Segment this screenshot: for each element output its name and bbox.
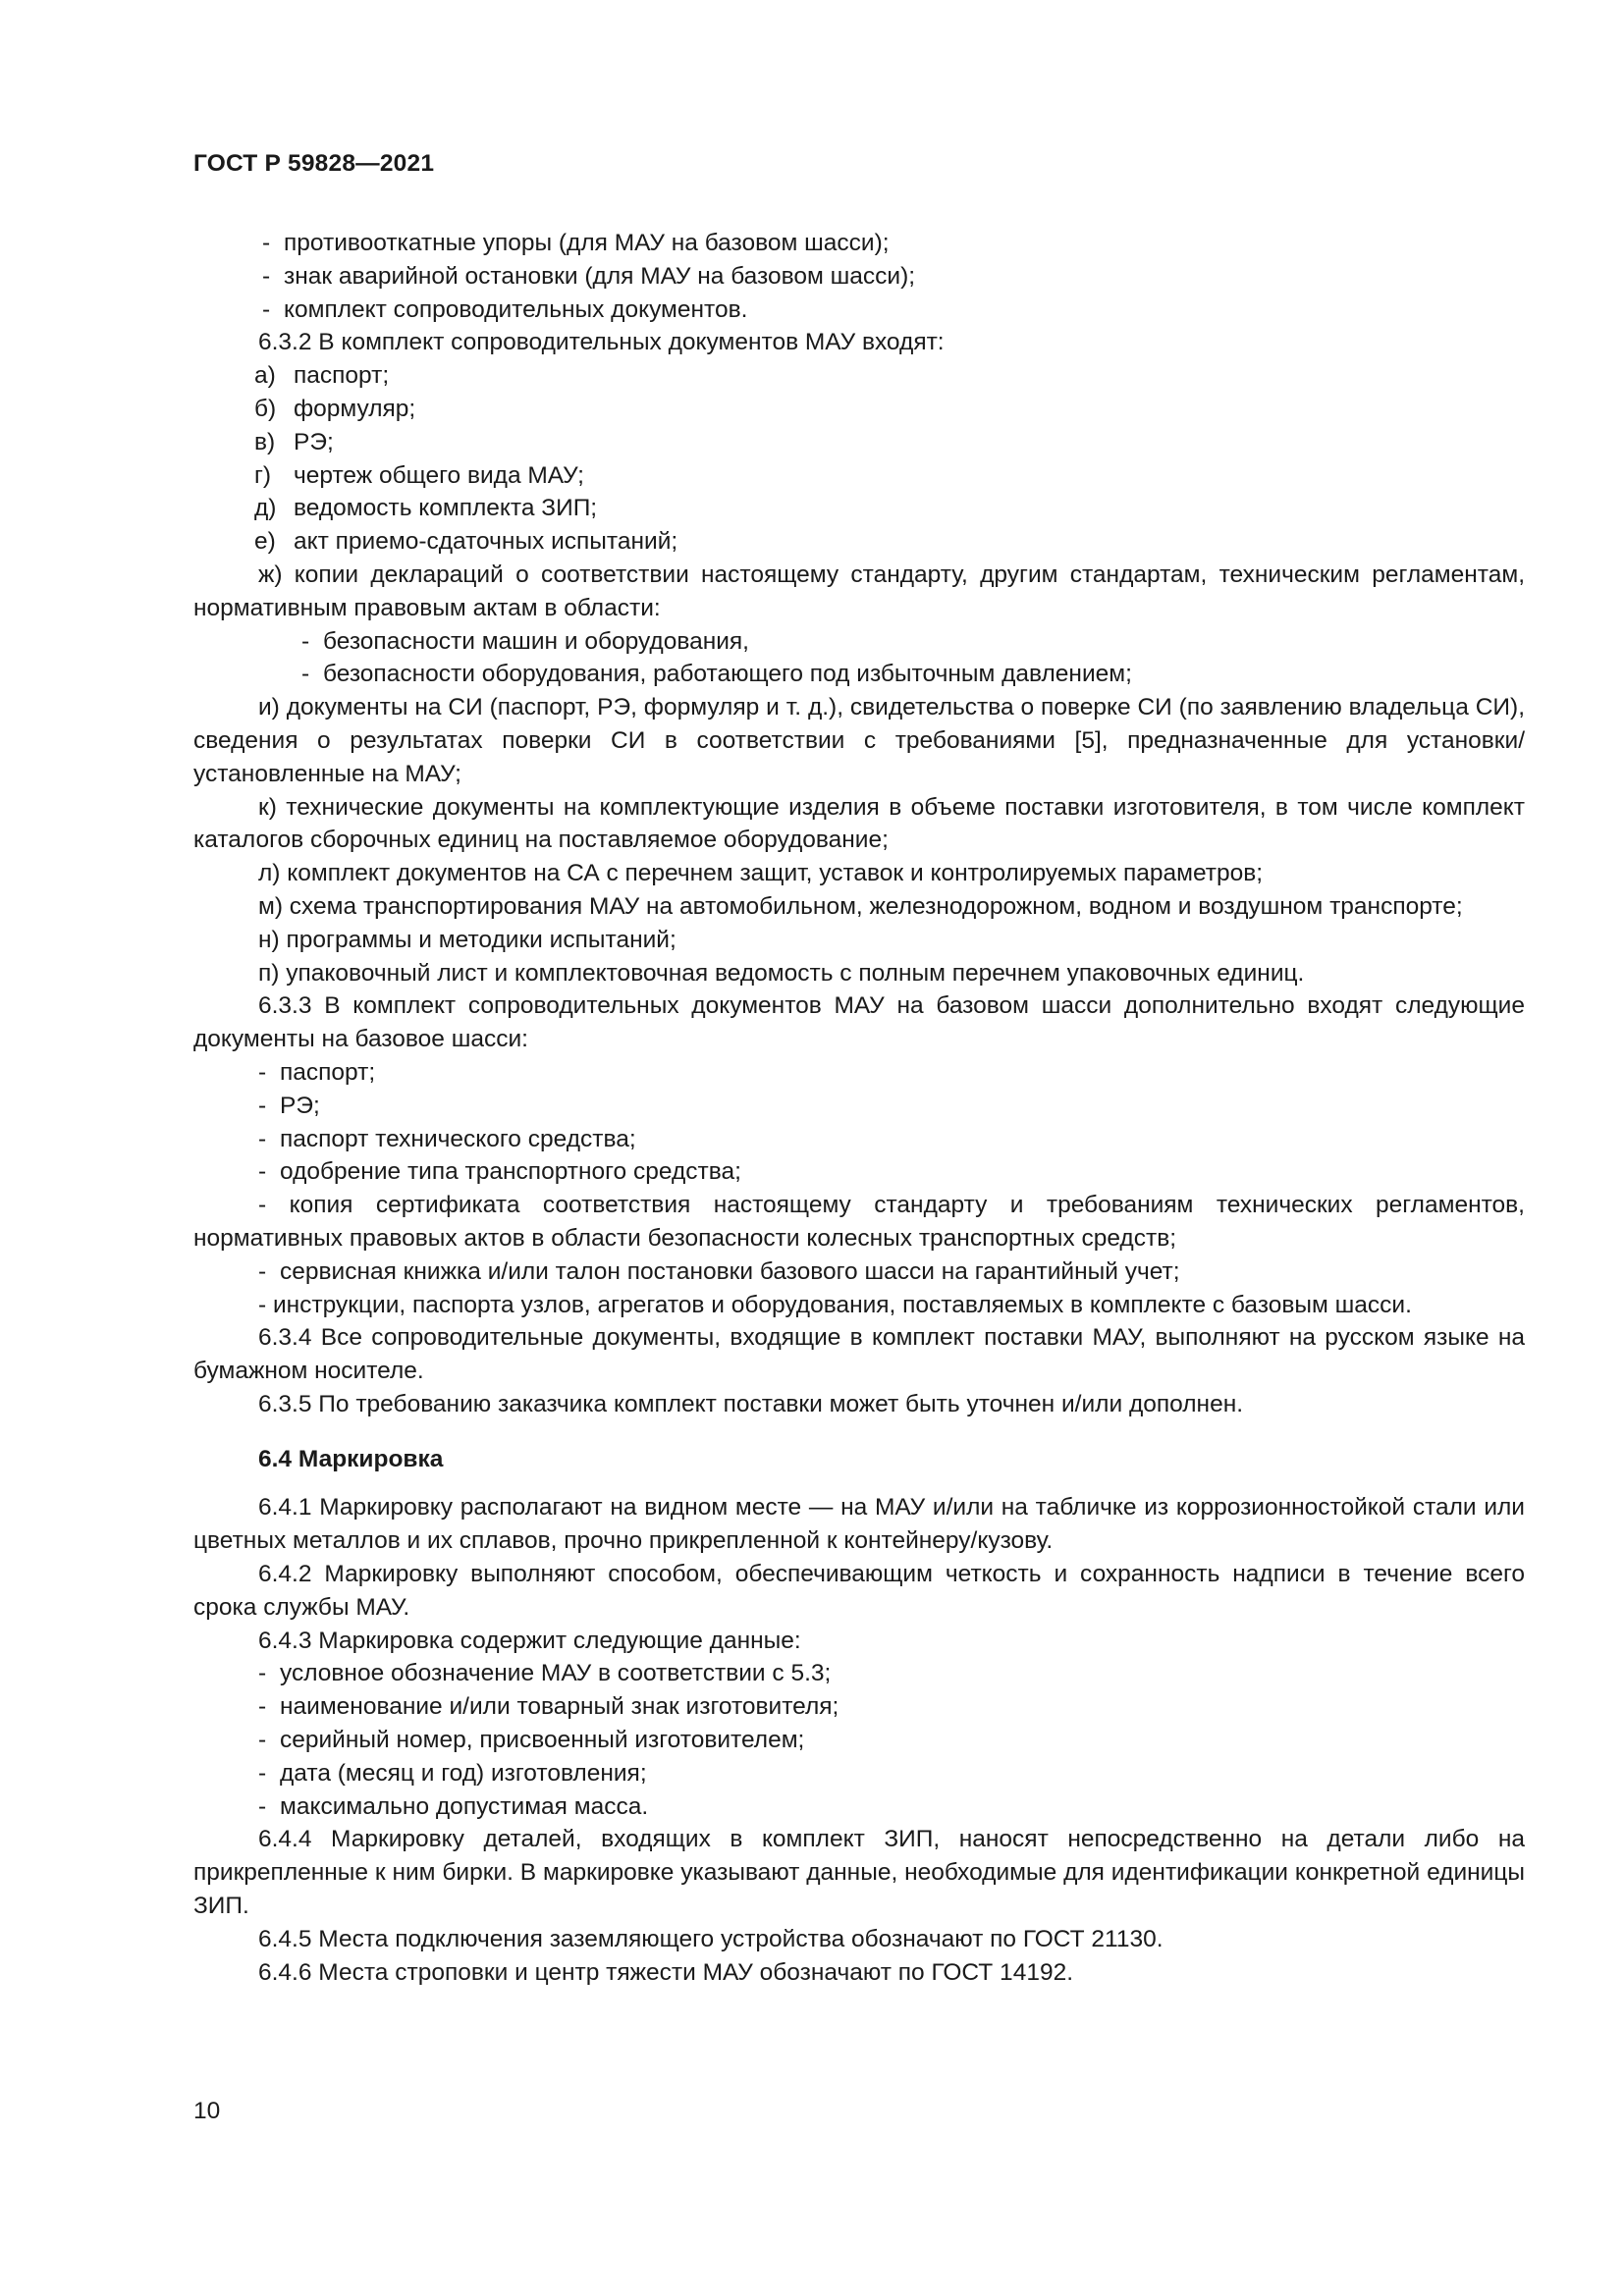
- list-item: а) паспорт;: [254, 362, 390, 390]
- list-item: - наименование и/или товарный знак изготовителя;: [258, 1693, 839, 1721]
- list-item: - одобрение типа транспортного средства;: [258, 1158, 741, 1186]
- list-item: г) чертеж общего вида МАУ;: [254, 461, 584, 489]
- list-item: - сервисная книжка и/или талон постановки базового шасси на гарантийный учет;: [258, 1257, 1180, 1285]
- list-item: б) формуляр;: [254, 395, 416, 422]
- paragraph-6-4-1: 6.4.1 Маркировку располагают на видном месте — на МАУ и/или на табличке из коррозионностойкой стали или цветных металлов и их сплавов, прочно прикрепленной к контейнеру/кузову.: [193, 1494, 1525, 1555]
- list-item: - паспорт технического средства;: [258, 1125, 636, 1152]
- list-item: - максимально допустимая масса.: [258, 1792, 649, 1820]
- paragraph-n: н) программы и методики испытаний;: [258, 926, 677, 953]
- list-item: - паспорт;: [258, 1058, 376, 1086]
- section-heading: 6.4 Маркировка: [258, 1445, 444, 1472]
- list-item: - дата (месяц и год) изготовления;: [258, 1759, 647, 1787]
- paragraph-instructions: - инструкции, паспорта узлов, агрегатов и оборудования, поставляемых в комплекте с базовым шасси.: [258, 1291, 1412, 1318]
- paragraph-6-3-2: 6.3.2 В комплект сопроводительных документов МАУ входят:: [258, 329, 945, 356]
- list-item: - условное обозначение МАУ в соответствии с 5.3;: [258, 1660, 832, 1687]
- list-item: - серийный номер, присвоенный изготовителем;: [258, 1727, 805, 1754]
- paragraph-6-4-5: 6.4.5 Места подключения заземляющего устройства обозначают по ГОСТ 21130.: [258, 1925, 1164, 1952]
- paragraph-6-4-4: 6.4.4 Маркировку деталей, входящих в комплект ЗИП, наносят непосредственно на детали либо на прикрепленные к ним бирки. В маркировке указывают данные, необходимые для идентификации конкретной единицы ЗИП.: [193, 1826, 1525, 1920]
- paragraph-zh: ж) копии деклараций о соответствии настоящему стандарту, другим стандартам, техническим регламентам, нормативным правовым актам в области:: [193, 561, 1525, 621]
- paragraph-6-3-5: 6.3.5 По требованию заказчика комплект поставки может быть уточнен и/или дополнен.: [258, 1390, 1244, 1417]
- paragraph-m: м) схема транспортирования МАУ на автомобильном, железнодорожном, водном и воздушном транспорте;: [258, 892, 1463, 920]
- list-item: д) ведомость комплекта ЗИП;: [254, 495, 598, 522]
- paragraph-certificate: - копия сертификата соответствия настоящему стандарту и требованиям технических регламентов, нормативных правовых актов в области безопасности колесных транспортных средств;: [193, 1192, 1525, 1252]
- paragraph-6-4-2: 6.4.2 Маркировку выполняют способом, обеспечивающим четкость и сохранность надписи в течение всего срока службы МАУ.: [193, 1561, 1525, 1621]
- paragraph-6-4-3: 6.4.3 Маркировка содержит следующие данные:: [258, 1627, 801, 1654]
- list-item: - противооткатные упоры (для МАУ на базовом шасси);: [262, 230, 890, 256]
- paragraph-6-3-4: 6.3.4 Все сопроводительные документы, входящие в комплект поставки МАУ, выполняют на русском языке на бумажном носителе.: [193, 1324, 1525, 1385]
- list-item: - знак аварийной остановки (для МАУ на базовом шасси);: [262, 262, 916, 290]
- paragraph-6-3-3: 6.3.3 В комплект сопроводительных документов МАУ на базовом шасси дополнительно входят следующие документы на базовое шасси:: [193, 992, 1525, 1053]
- list-item: - безопасности машин и оборудования,: [301, 627, 749, 655]
- document-header: ГОСТ Р 59828—2021: [193, 150, 435, 177]
- list-item: - комплект сопроводительных документов.: [262, 295, 748, 323]
- paragraph-i: и) документы на СИ (паспорт, РЭ, формуляр и т. д.), свидетельства о поверке СИ (по заявлению владельца СИ), сведения о результатах поверки СИ в соответствии с требованиями [5], предназначенные для установки/установленные на МАУ;: [193, 694, 1525, 787]
- paragraph-l: л) комплект документов на СА с перечнем защит, уставок и контролируемых параметров;: [258, 860, 1264, 887]
- page-number: 10: [193, 2098, 221, 2124]
- paragraph-k: к) технические документы на комплектующие изделия в объеме поставки изготовителя, в том числе комплект каталогов сборочных единиц на поставляемое оборудование;: [193, 793, 1525, 854]
- document-body: [193, 227, 1525, 1989]
- list-item: в) РЭ;: [254, 428, 334, 455]
- list-item: - РЭ;: [258, 1092, 320, 1119]
- paragraph-p: п) упаковочный лист и комплектовочная ведомость с полным перечнем упаковочных единиц.: [258, 959, 1305, 987]
- paragraph-6-4-6: 6.4.6 Места строповки и центр тяжести МАУ обозначают по ГОСТ 14192.: [258, 1958, 1073, 1986]
- list-item: - безопасности оборудования, работающего под избыточным давлением;: [301, 661, 1132, 688]
- list-item: е) акт приемо-сдаточных испытаний;: [254, 528, 678, 556]
